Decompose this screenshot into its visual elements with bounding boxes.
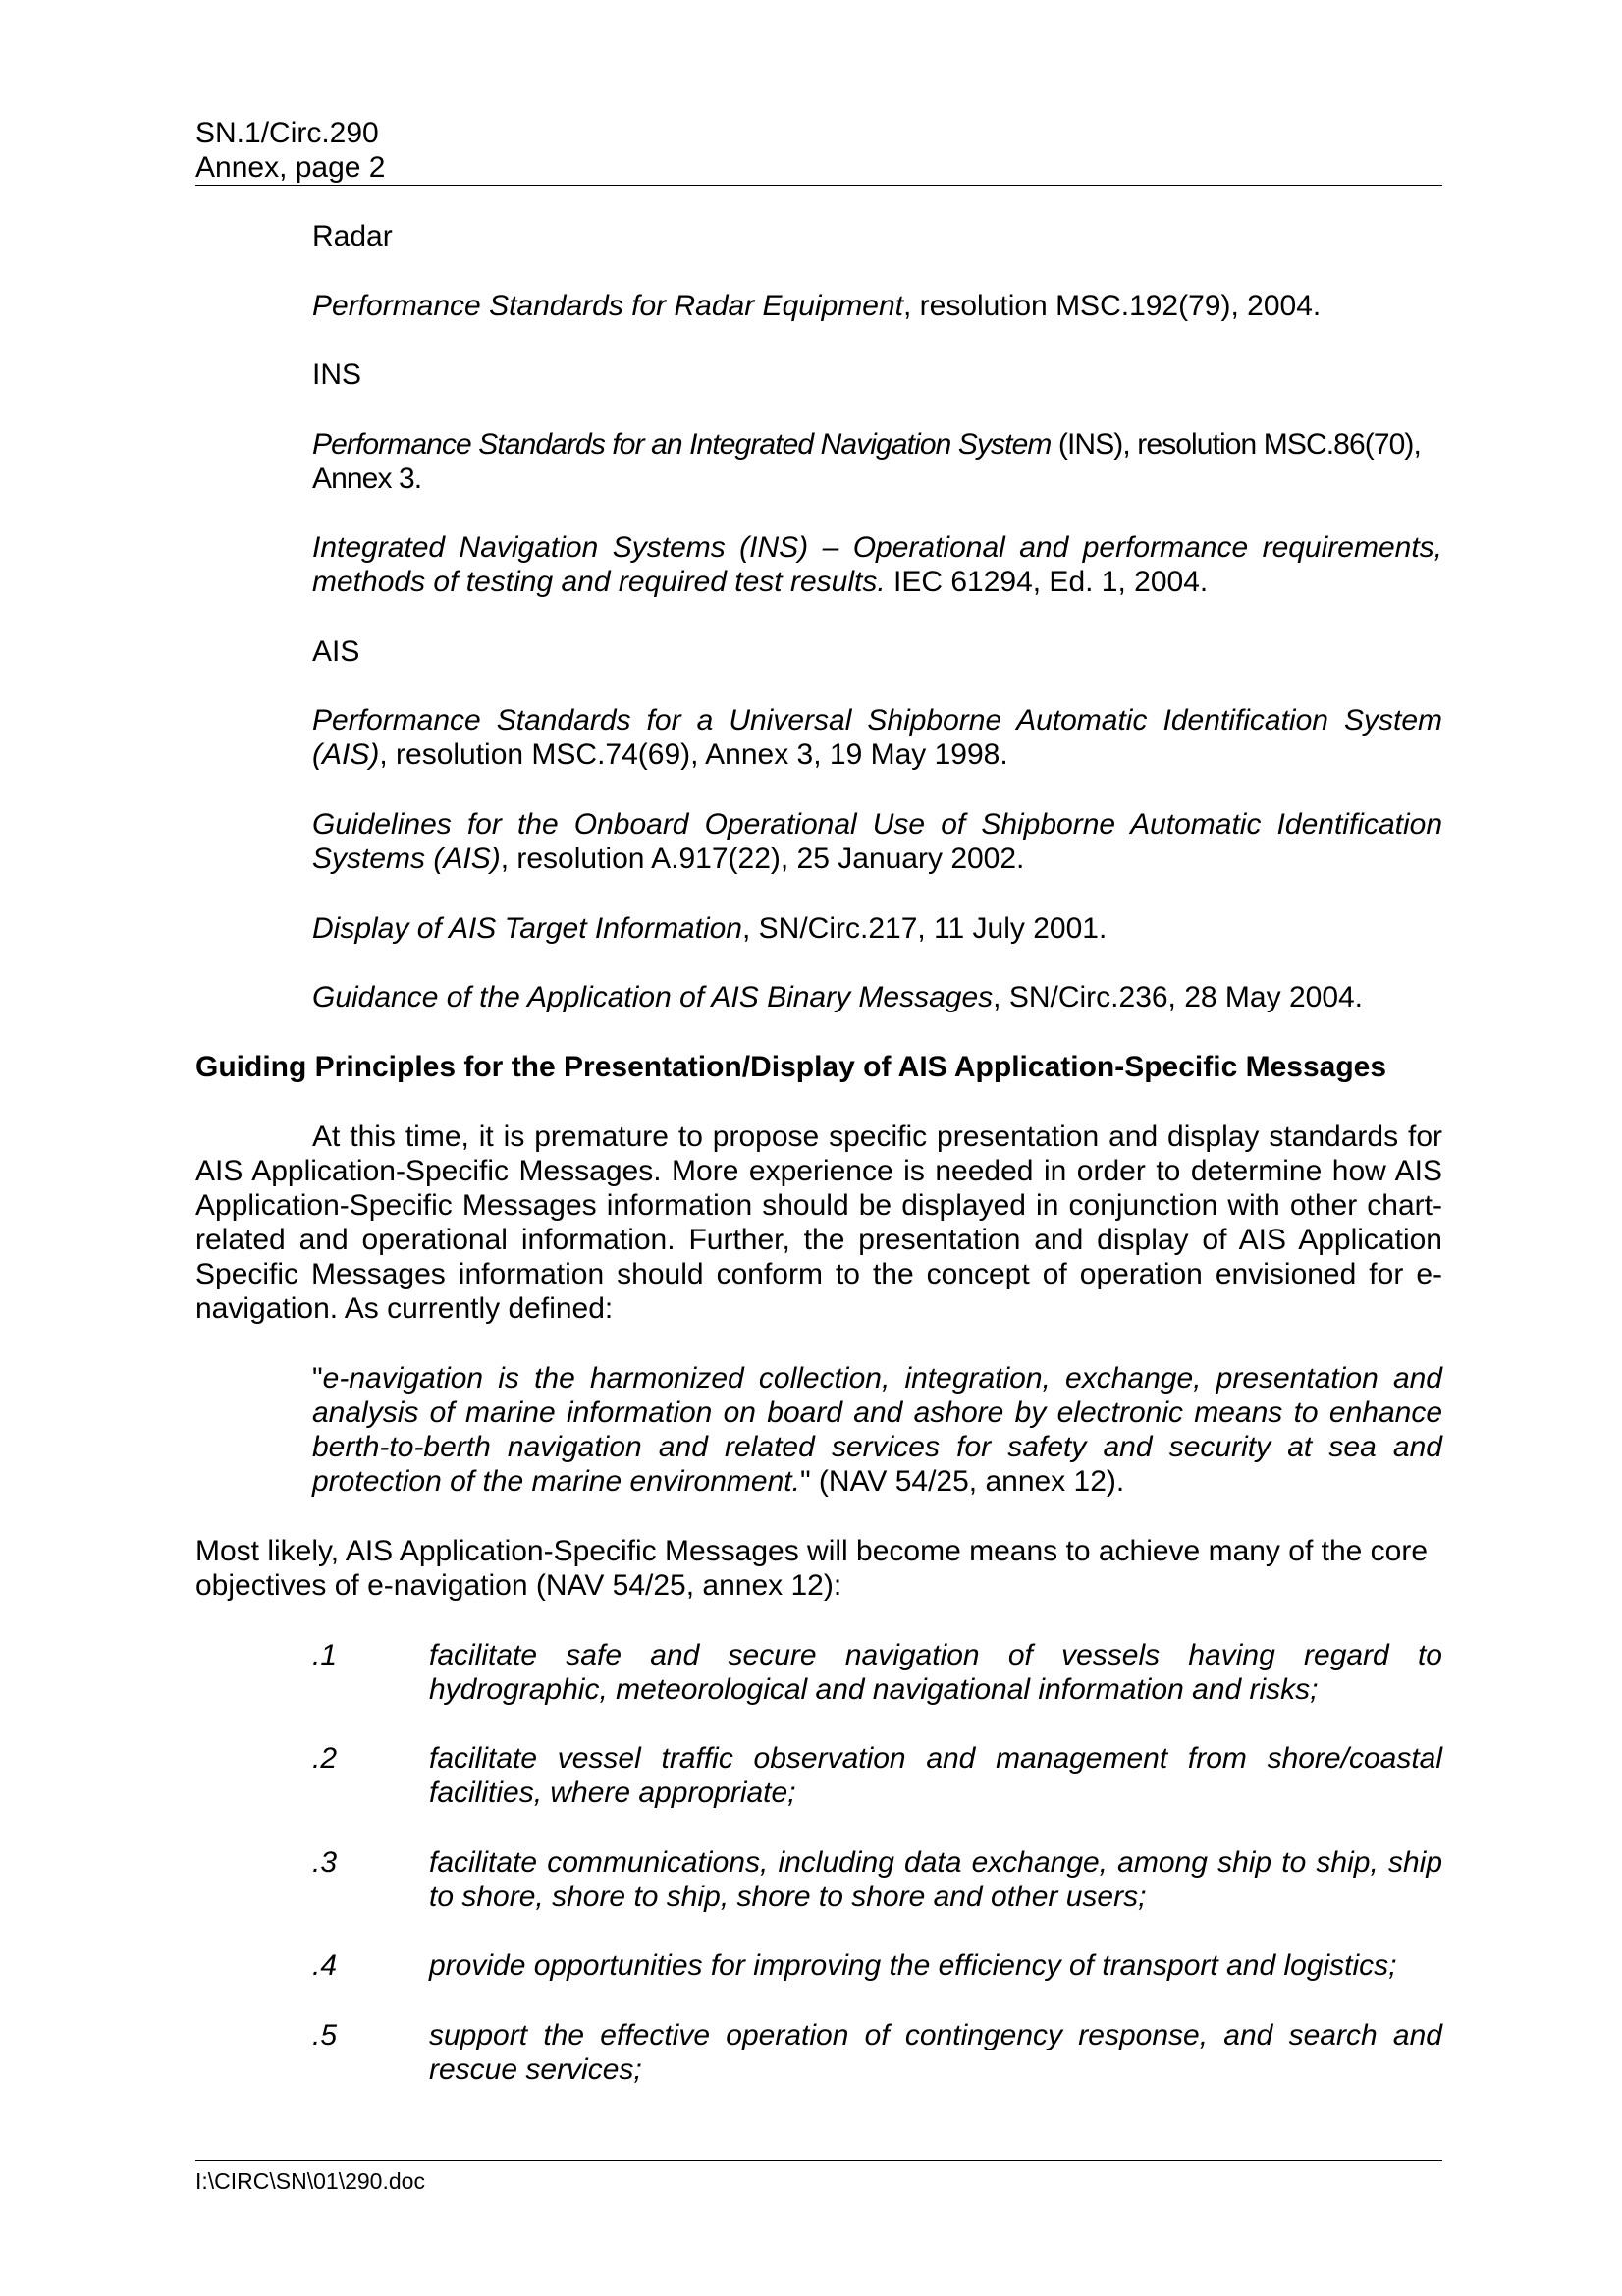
- footer-rule: [195, 2160, 1442, 2161]
- principles-heading: Guiding Principles for the Presentation/Display of AIS Application-Specific Messages: [195, 1051, 1387, 1083]
- page-label: Annex, page 2: [195, 151, 386, 184]
- section-heading-radar: Radar: [312, 220, 393, 252]
- page-header: [195, 116, 1442, 185]
- reference-title: Performance Standards for an Integrated Navigation System: [312, 428, 1052, 461]
- reference-title: Performance Standards for a Universal Shipborne Automatic Identification System (AIS): [312, 704, 1442, 771]
- principles-paragraph-2: Most likely, AIS Application-Specific Messages will become means to achieve many of the core objectives of e-navigation (NAV 54/25, annex 12):: [195, 1535, 1429, 1602]
- list-text: facilitate communications, including data exchange, among ship to ship, ship to shore, shore to ship, shore to shore and other users;: [429, 1846, 1442, 1913]
- reference-ais-2: Guidelines for the Onboard Operational Use of Shipborne Automatic Identification Systems (AIS), resolution A.917(22), 25 January 2002.: [312, 808, 1442, 875]
- reference-ins-2: Integrated Navigation Systems (INS) – Operational and performance requirements, methods of testing and required test results. IEC 61294, Ed. 1, 2004.: [312, 531, 1442, 598]
- header-rule: [195, 185, 1442, 186]
- e-navigation-definition-quote: "e-navigation is the harmonized collection, integration, exchange, presentation and analysis of marine information on board and ashore by electronic means to enhance berth-to-berth navigation and related services for safety and security at sea and protection of the marine environment." (NAV 54/25, annex 12).: [312, 1362, 1442, 1498]
- footer-file-path: I:\CIRC\SN\01\290.doc: [195, 2168, 425, 2194]
- reference-ins-1: Performance Standards for an Integrated Navigation System (INS), resolution MSC.86(70), Annex 3.: [312, 428, 1421, 495]
- list-number: .4: [312, 1949, 338, 1982]
- reference-title: Guidelines for the Onboard Operational Use of Shipborne Automatic Identification Systems (AIS): [312, 808, 1442, 875]
- list-text: facilitate safe and secure navigation of vessels having regard to hydrographic, meteorological and navigational information and risks;: [429, 1639, 1442, 1706]
- section-heading-ins: INS: [312, 358, 362, 391]
- list-number: .2: [312, 1742, 338, 1775]
- reference-title: Integrated Navigation Systems (INS) – Operational and performance requirements, methods of testing and required test results.: [312, 531, 1442, 598]
- reference-title: Performance Standards for Radar Equipment: [312, 290, 903, 322]
- principles-paragraph-1: At this time, it is premature to propose specific presentation and display standards for AIS Application-Specific Messages. More experience is needed in order to determine how AIS Application-Specific Messages information should be displayed in conjunction with other chart-related and operational information. Further, the presentation and display of AIS Application Specific Messages information should conform to the concept of operation envisioned for e-navigation. As currently defined:: [195, 1121, 1442, 1325]
- reference-radar-1: Performance Standards for Radar Equipment, resolution MSC.192(79), 2004.: [312, 290, 1322, 322]
- list-number: .5: [312, 2019, 338, 2051]
- quote-text: e-navigation is the harmonized collection, integration, exchange, presentation and analysis of marine information on board and ashore by electronic means to enhance berth-to-berth navigation and related services for safety and security at sea and protection of the marine environment.: [312, 1362, 1442, 1498]
- list-text: facilitate vessel traffic observation and management from shore/coastal facilities, where appropriate;: [429, 1742, 1442, 1809]
- list-number: .3: [312, 1846, 338, 1879]
- list-text: support the effective operation of contingency response, and search and rescue services;: [429, 2019, 1442, 2086]
- reference-title: Display of AIS Target Information: [312, 912, 742, 945]
- reference-title: Guidance of the Application of AIS Binary Messages: [312, 981, 994, 1013]
- section-heading-ais: AIS: [312, 635, 360, 668]
- list-text: provide opportunities for improving the efficiency of transport and logistics;: [429, 1949, 1397, 1982]
- reference-ais-4: Guidance of the Application of AIS Binary Messages, SN/Circ.236, 28 May 2004.: [312, 981, 1364, 1013]
- document-reference: SN.1/Circ.290: [195, 117, 379, 149]
- list-number: .1: [312, 1639, 338, 1671]
- reference-ais-1: Performance Standards for a Universal Shipborne Automatic Identification System (AIS), resolution MSC.74(69), Annex 3, 19 May 1998.: [312, 704, 1442, 771]
- reference-ais-3: Display of AIS Target Information, SN/Circ.217, 11 July 2001.: [312, 912, 1108, 945]
